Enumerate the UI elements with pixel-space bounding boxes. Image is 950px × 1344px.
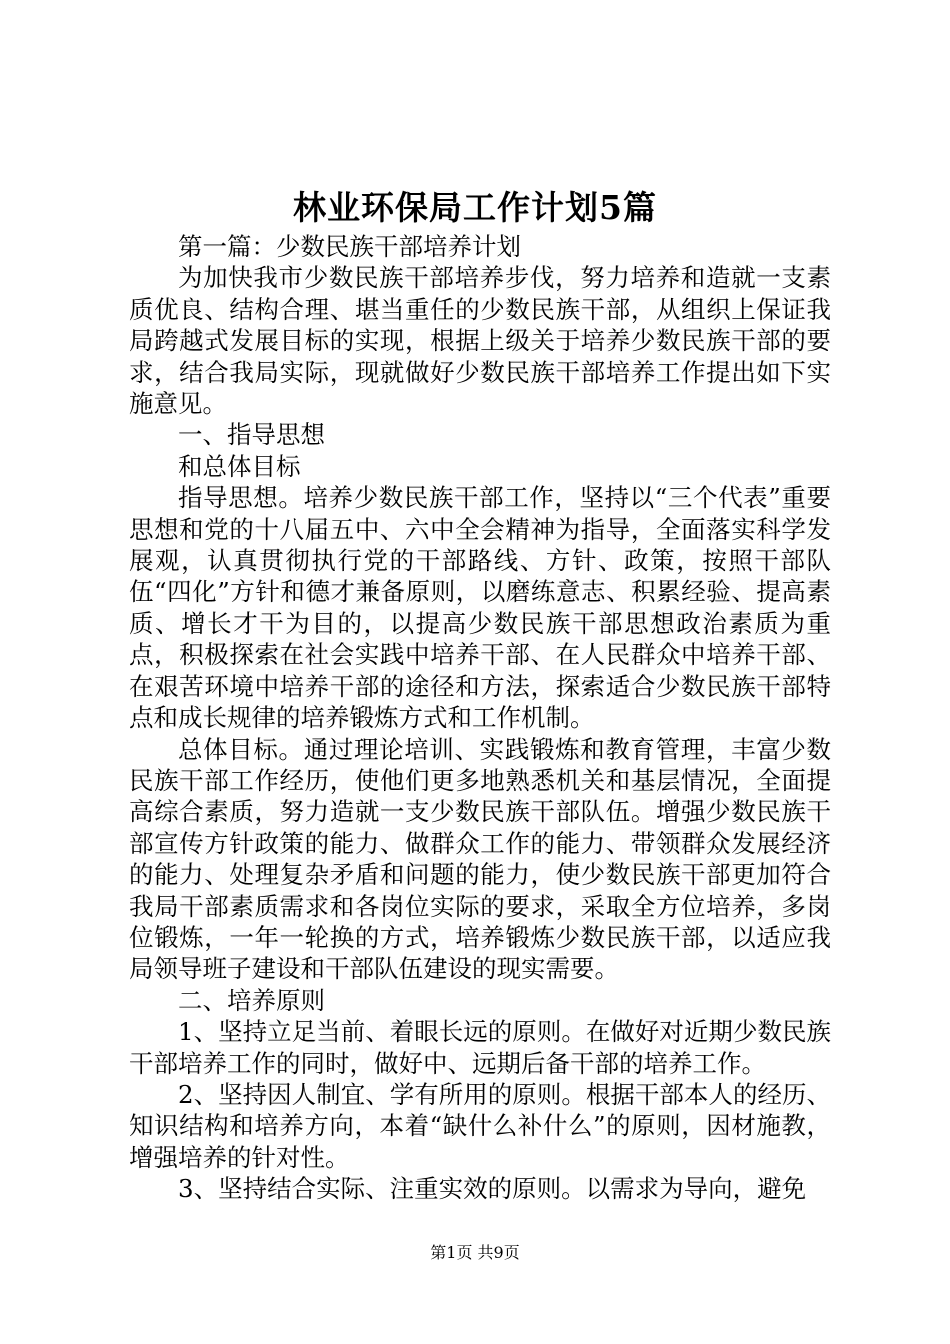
document-title: 林业环保局工作计划5篇 [293,188,657,227]
paragraph: 指导思想。培养少数民族干部工作，坚持以“三个代表”重要思想和党的十八届五中、六中全会精神为指导，全面落实科学发展观，认真贯彻执行党的干部路线、方针、政策，按照干部队伍“四化”方针和德才兼备原则，以磨练意志、积累经验、提高素质、增长才干为目的，以提高少数民族干部思想政治素质为重点，积极探索在社会实践中培养干部、在人民群众中培养干部、在艰苦环境中培养干部的途径和方法，探索适合少数民族干部特点和成长规律的培养锻炼方式和工作机制。 [129,483,831,733]
paragraph: 2、坚持因人制宜、学有所用的原则。根据干部本人的经历、知识结构和培养方向，本着“缺什么补什么”的原则，因材施教，增强培养的针对性。 [129,1079,831,1172]
paragraph: 为加快我市少数民族干部培养步伐，努力培养和造就一支素质优良、结构合理、堪当重任的少数民族干部，从组织上保证我局跨越式发展目标的实现，根据上级关于培养少数民族干部的要求，结合我局实际，现就做好少数民族干部培养工作提出如下实施意见。 [129,263,831,419]
page-number-footer: 第1页 共9页 [430,1243,520,1262]
section-heading: 一、指导思想 [178,420,325,450]
paragraph: 3、坚持结合实际、注重实效的原则。以需求为导向，避免 [178,1174,807,1204]
paragraph: 1、坚持立足当前、着眼长远的原则。在做好对近期少数民族干部培养工作的同时，做好中、远期后备干部的培养工作。 [129,1017,831,1078]
document-body [129,231,831,1205]
section-heading: 第一篇：少数民族干部培养计划 [178,232,521,261]
section-heading: 和总体目标 [178,451,301,481]
paragraph: 总体目标。通过理论培训、实践锻炼和教育管理，丰富少数民族干部工作经历，使他们更多地熟悉机关和基层情况，全面提高综合素质，努力造就一支少数民族干部队伍。增强少数民族干部宣传方针政策的能力、做群众工作的能力、带领群众发展经济的能力、处理复杂矛盾和问题的能力，使少数民族干部更加符合我局干部素质需求和各岗位实际的要求，采取全方位培养，多岗位锻炼，一年一轮换的方式，培养锻炼少数民族干部，以适应我局领导班子建设和干部队伍建设的现实需要。 [129,734,831,984]
section-heading: 二、培养原则 [178,985,325,1015]
